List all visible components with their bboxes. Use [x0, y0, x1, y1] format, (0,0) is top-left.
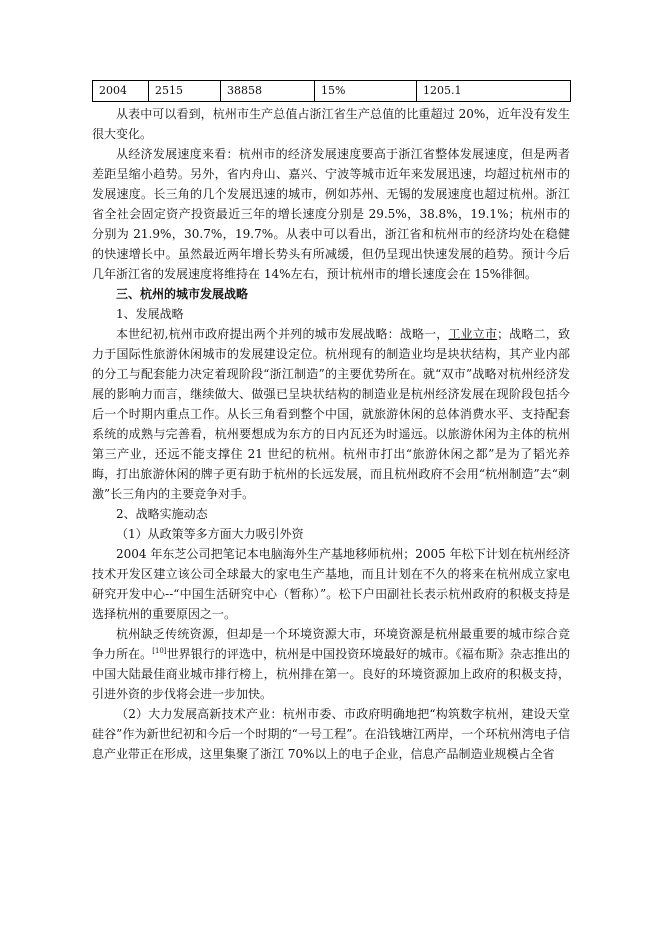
- paragraph-gdp-share: 从表中可以看到，杭州市生产总值占浙江省生产总值的比重超过 20%，近年没有发生很大变化。: [92, 107, 570, 141]
- table-cell: 1205.1: [417, 81, 571, 102]
- document-page: [92, 80, 570, 764]
- subsection-heading-foreign-investment: （1）从政策等多方面大力吸引外资: [116, 527, 304, 541]
- table-cell: 15%: [315, 81, 417, 102]
- strategy-text-a: 本世纪初,杭州市政府提出两个并列的城市发展战略：战略一，: [116, 327, 449, 341]
- table-row: [93, 81, 571, 102]
- subsection-heading-strategy: 1、发展战略: [116, 307, 184, 321]
- reference-marker: [10]: [152, 647, 167, 655]
- paragraph-strategy: [92, 324, 570, 504]
- strategy-text-b: ；战略二，致力于国际性旅游休闲城市的发展建设定位。杭州现有的制造业均是块状结构，其产业内部的分工与配套能力决定着现阶段“浙江制造”的主要优势所在。就“双市”战略对杭州经济发展的影响力而言，继续做大、做强已呈块状结构的制造业是杭州经济发展在现阶段包括今后一个时期内重点工作。从长三角看到整个中国，就旅游休闲的总体消费水平、支持配套系统的成熟与完善看，杭州要想成为东方的日内瓦还为时遥远。以旅游休闲为主体的杭州第三产业，还远不能支撑住 21 世纪的杭州。杭州市打出“旅游休闲之都”是为了韬光养晦，打出旅游休闲的牌子更有助于杭州的长远发展，而且杭州政府不会用“杭州制造”去“刺激”长三角内的主要竞争对手。: [92, 327, 570, 501]
- table-cell: 2515: [149, 81, 221, 102]
- paragraph-high-tech: （2）大力发展高新技术产业：杭州市委、市政府明确地把“构筑数字杭州，建设天堂硅谷”作为新世纪初和今后一个时期的“一号工程”。在沿钱塘江两岸，一个环杭州湾电子信息产业带正在形成，这里集聚了浙江 70%以上的电子企业，信息产品制造业规模占全省: [92, 707, 570, 761]
- paragraph-environment: [92, 624, 570, 704]
- industry-link-text: 工业立市: [448, 327, 498, 341]
- environment-text-b: 世界银行的评选中，杭州是中国投资环境最好的城市。《福布斯》杂志推出的中国大陆最佳商业城市排行榜上，杭州排在第一。良好的环境资源加上政府的积极支持，引进外资的步伐将会进一步加快。: [92, 647, 570, 701]
- subsection-heading-implementation: 2、战略实施动态: [116, 507, 208, 521]
- section-heading: 三、杭州的城市发展战略: [116, 287, 249, 301]
- data-table: [92, 80, 571, 102]
- paragraph-growth-speed: 从经济发展速度来看：杭州市的经济发展速度要高于浙江省整体发展速度，但是两者差距呈缩小趋势。另外，省内舟山、嘉兴、宁波等城市近年来发展迅速，均超过杭州市的发展速度。长三角的几个发展迅速的城市，例如苏州、无锡的发展速度也超过杭州。浙江省全社会固定资产投资最近三年的增长速度分别是 29.5%，38.8%，19.1%；杭州市的分别为 21.9%，30.7%，19.7%。从表中可以看出，浙江省和杭州市的经济均处在稳健的快速增长中。虽然最近两年增长势头有所减缓，但仍呈现出快速发展的趋势。预计今后几年浙江省的发展速度将维持在 14%左右，预计杭州市的增长速度会在 15%徘徊。: [92, 147, 570, 281]
- table-cell: 38858: [221, 81, 315, 102]
- environment-text-a: 杭州缺乏传统资源，但却是一个环境资源大市，环境资源是杭州最重要的城市综合竞争力所在。: [92, 627, 570, 661]
- paragraph-toshiba-panasonic: 2004 年东芝公司把笔记本电脑海外生产基地移师杭州；2005 年松下计划在杭州经济技术开发区建立该公司全球最大的家电生产基地，而且计划在不久的将来在杭州成立家电研究开发中心--“中国生活研究中心（暂称）”。松下户田副社长表示杭州政府的积极支持是选择杭州的重要原因之一。: [92, 547, 570, 621]
- table-cell-year: 2004: [93, 81, 149, 102]
